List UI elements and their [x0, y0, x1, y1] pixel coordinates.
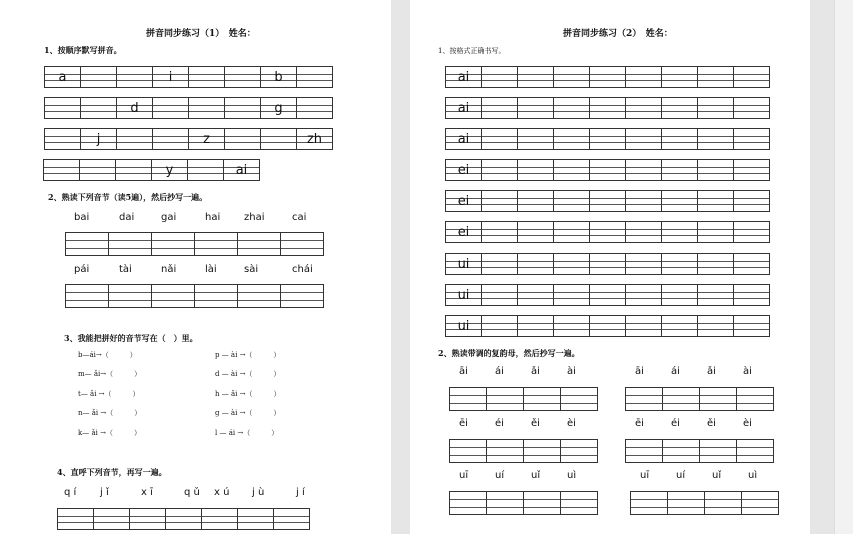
writing-cell — [152, 66, 189, 88]
writing-cell — [697, 66, 734, 88]
syllable: x ī — [141, 487, 153, 498]
writing-cell — [43, 159, 80, 181]
writing-cell — [661, 128, 698, 150]
syllable: nǎi — [161, 264, 177, 275]
writing-cell — [699, 439, 737, 463]
writing-cell — [733, 66, 770, 88]
pinyin-letter: g — [274, 101, 283, 116]
writing-cell — [481, 66, 518, 88]
writing-cell — [445, 97, 482, 119]
pinyin-letter: a — [58, 70, 67, 85]
writing-cell — [553, 66, 590, 88]
blend-exercise: b—ái→（ ） — [78, 351, 137, 359]
writing-cell — [733, 128, 770, 150]
tone-syllable: ǎi — [531, 366, 540, 377]
writing-cell — [661, 66, 698, 88]
writing-cell — [589, 221, 626, 243]
writing-cell — [661, 159, 698, 181]
writing-cell — [661, 284, 698, 306]
blend-exercise: g — ài →（ ） — [215, 409, 281, 417]
writing-cell — [553, 159, 590, 181]
writing-row — [625, 387, 773, 411]
syllable: j ǐ — [100, 487, 109, 498]
tone-syllable: ài — [743, 366, 752, 377]
writing-row — [445, 190, 769, 212]
writing-cell — [445, 221, 482, 243]
syllable: j ù — [252, 487, 265, 498]
writing-cell — [661, 253, 698, 275]
writing-cell — [449, 387, 487, 411]
writing-cell — [697, 315, 734, 337]
writing-cell — [129, 508, 166, 530]
writing-row — [445, 128, 769, 150]
writing-cell — [188, 128, 225, 150]
pinyin-letter: ei — [457, 163, 470, 178]
pinyin-letter: ui — [457, 319, 470, 334]
tone-syllable: uī — [459, 470, 469, 481]
writing-cell — [280, 232, 324, 256]
writing-cell — [517, 190, 554, 212]
blend-exercise: t— ǎi →（ ） — [78, 390, 140, 398]
writing-cell — [65, 232, 109, 256]
pinyin-letter: ei — [457, 225, 470, 240]
writing-cell — [152, 97, 189, 119]
tone-syllable: èi — [743, 418, 752, 429]
syllable: bai — [74, 212, 90, 223]
pinyin-letter: ui — [457, 288, 470, 303]
writing-row — [43, 159, 259, 181]
pinyin-letter: ai — [235, 163, 248, 178]
tone-syllable: éi — [671, 418, 680, 429]
writing-cell — [296, 66, 333, 88]
pinyin-letter: b — [274, 70, 283, 85]
tone-syllable: āi — [635, 366, 644, 377]
writing-cell — [661, 97, 698, 119]
writing-cell — [733, 190, 770, 212]
writing-cell — [553, 284, 590, 306]
writing-cell — [57, 508, 94, 530]
pinyin-letter: j — [96, 132, 101, 147]
writing-cell — [667, 491, 705, 515]
writing-row — [57, 508, 309, 530]
writing-cell — [80, 128, 117, 150]
writing-cell — [486, 491, 524, 515]
section-2-heading: 2、熟读下列音节（读5遍），然后抄写一遍。 — [48, 192, 208, 202]
section-3-heading: 3、我能把拼好的音节写在（ ）里。 — [64, 333, 198, 343]
writing-cell — [625, 387, 663, 411]
writing-cell — [194, 232, 238, 256]
writing-cell — [481, 128, 518, 150]
writing-cell — [589, 66, 626, 88]
pinyin-letter: ai — [457, 70, 470, 85]
pinyin-letter: z — [203, 132, 210, 147]
writing-cell — [630, 491, 668, 515]
writing-row — [44, 66, 332, 88]
writing-cell — [733, 284, 770, 306]
writing-cell — [44, 128, 81, 150]
writing-cell — [115, 159, 152, 181]
writing-cell — [517, 128, 554, 150]
writing-cell — [662, 439, 700, 463]
writing-cell — [296, 128, 333, 150]
writing-row — [445, 315, 769, 337]
syllable: lài — [205, 264, 217, 275]
page-title: 拼音同步练习（1） 姓名： — [146, 29, 256, 39]
syllable: tài — [119, 264, 132, 275]
writing-cell — [116, 66, 153, 88]
writing-cell — [553, 128, 590, 150]
writing-row — [65, 232, 323, 256]
writing-cell — [589, 315, 626, 337]
syllable: gai — [161, 212, 177, 223]
writing-row — [44, 128, 332, 150]
blend-exercise: h — ǎi →（ ） — [215, 390, 281, 398]
writing-cell — [625, 253, 662, 275]
writing-cell — [108, 232, 152, 256]
tone-syllable: uǐ — [712, 470, 722, 481]
writing-cell — [224, 97, 261, 119]
writing-cell — [188, 97, 225, 119]
writing-row — [449, 387, 597, 411]
tone-syllable: uǐ — [531, 470, 541, 481]
page-title: 拼音同步练习（2） 姓名： — [563, 29, 673, 39]
writing-cell — [486, 387, 524, 411]
tone-syllable: ēi — [459, 418, 468, 429]
blend-exercise: k— ǎi →（ ） — [78, 429, 141, 437]
syllable: j í — [296, 487, 305, 498]
section-2-heading: 2、熟读带调的复韵母，然后抄写一遍。 — [438, 348, 580, 358]
writing-row — [630, 491, 778, 515]
writing-cell — [481, 284, 518, 306]
tone-syllable: ēi — [635, 418, 644, 429]
tone-syllable: éi — [495, 418, 504, 429]
syllable: q í — [64, 487, 77, 498]
blend-exercise: m— ǎi→（ ） — [78, 370, 142, 378]
blend-exercise: n— ǎi →（ ） — [78, 409, 142, 417]
syllable: dai — [119, 212, 135, 223]
pinyin-letter: ai — [457, 101, 470, 116]
writing-row — [44, 97, 332, 119]
writing-cell — [733, 253, 770, 275]
writing-cell — [625, 66, 662, 88]
writing-cell — [445, 284, 482, 306]
writing-cell — [553, 221, 590, 243]
tone-syllable: èi — [567, 418, 576, 429]
writing-cell — [589, 159, 626, 181]
writing-cell — [589, 97, 626, 119]
syllable: q ǔ — [184, 487, 200, 498]
writing-cell — [445, 128, 482, 150]
writing-row — [449, 439, 597, 463]
writing-cell — [237, 232, 281, 256]
writing-cell — [625, 190, 662, 212]
writing-row — [445, 97, 769, 119]
writing-cell — [523, 491, 561, 515]
writing-cell — [260, 66, 297, 88]
blend-exercise: l — ái →（ ） — [215, 429, 279, 437]
writing-cell — [589, 284, 626, 306]
scrollbar[interactable] — [834, 0, 853, 534]
writing-cell — [553, 315, 590, 337]
writing-cell — [445, 159, 482, 181]
writing-cell — [517, 221, 554, 243]
pinyin-letter: zh — [306, 132, 323, 147]
writing-cell — [187, 159, 224, 181]
writing-cell — [697, 97, 734, 119]
writing-cell — [697, 159, 734, 181]
writing-cell — [481, 221, 518, 243]
writing-cell — [151, 284, 195, 308]
pinyin-letter: ai — [457, 132, 470, 147]
writing-cell — [445, 253, 482, 275]
writing-cell — [445, 315, 482, 337]
writing-cell — [151, 232, 195, 256]
tone-syllable: uí — [676, 470, 686, 481]
writing-row — [445, 159, 769, 181]
tone-syllable: ěi — [707, 418, 716, 429]
writing-cell — [65, 284, 109, 308]
writing-cell — [589, 253, 626, 275]
writing-cell — [116, 97, 153, 119]
writing-cell — [661, 221, 698, 243]
writing-cell — [661, 315, 698, 337]
writing-cell — [625, 439, 663, 463]
writing-cell — [553, 97, 590, 119]
writing-cell — [697, 284, 734, 306]
blend-exercise: p — ài →（ ） — [215, 351, 281, 359]
writing-cell — [237, 508, 274, 530]
writing-cell — [517, 159, 554, 181]
writing-cell — [273, 508, 310, 530]
writing-cell — [44, 66, 81, 88]
syllable: pái — [74, 264, 90, 275]
writing-cell — [517, 66, 554, 88]
writing-cell — [560, 439, 598, 463]
writing-cell — [661, 190, 698, 212]
tone-syllable: ái — [671, 366, 680, 377]
writing-cell — [517, 253, 554, 275]
writing-cell — [733, 221, 770, 243]
syllable: zhai — [244, 212, 265, 223]
writing-cell — [223, 159, 260, 181]
writing-row — [445, 253, 769, 275]
tone-syllable: ěi — [531, 418, 540, 429]
writing-cell — [445, 190, 482, 212]
writing-cell — [517, 97, 554, 119]
writing-cell — [224, 128, 261, 150]
writing-cell — [44, 97, 81, 119]
writing-cell — [481, 97, 518, 119]
writing-cell — [237, 284, 281, 308]
writing-row — [65, 284, 323, 308]
writing-cell — [481, 190, 518, 212]
section-4-heading: 4、直呼下列音节，再写一遍。 — [57, 467, 167, 477]
tone-syllable: ǎi — [707, 366, 716, 377]
syllable: sài — [244, 264, 259, 275]
writing-cell — [523, 387, 561, 411]
writing-cell — [704, 491, 742, 515]
writing-cell — [741, 491, 779, 515]
writing-cell — [553, 253, 590, 275]
writing-cell — [80, 66, 117, 88]
pinyin-letter: i — [168, 70, 173, 85]
writing-cell — [449, 439, 487, 463]
worksheet-page-2 — [410, 0, 810, 534]
writing-cell — [188, 66, 225, 88]
writing-cell — [625, 128, 662, 150]
tone-syllable: uī — [640, 470, 650, 481]
writing-cell — [481, 315, 518, 337]
writing-cell — [625, 284, 662, 306]
writing-cell — [697, 253, 734, 275]
writing-cell — [445, 66, 482, 88]
tone-syllable: ài — [567, 366, 576, 377]
writing-cell — [625, 315, 662, 337]
writing-cell — [517, 284, 554, 306]
writing-cell — [80, 97, 117, 119]
writing-cell — [733, 315, 770, 337]
blend-exercise: d — ài →（ ） — [215, 370, 281, 378]
syllable: x ú — [214, 487, 230, 498]
writing-cell — [486, 439, 524, 463]
writing-row — [625, 439, 773, 463]
writing-cell — [697, 221, 734, 243]
writing-cell — [733, 97, 770, 119]
writing-cell — [201, 508, 238, 530]
writing-cell — [560, 387, 598, 411]
section-1-heading: 1、按格式正确书写。 — [438, 47, 506, 55]
writing-row — [445, 284, 769, 306]
writing-cell — [736, 387, 774, 411]
writing-cell — [625, 159, 662, 181]
writing-cell — [589, 128, 626, 150]
writing-cell — [280, 284, 324, 308]
writing-row — [449, 491, 597, 515]
section-1-heading: 1、按顺序默写拼音。 — [44, 45, 122, 55]
tone-syllable: uì — [748, 470, 758, 481]
writing-row — [445, 66, 769, 88]
writing-cell — [699, 387, 737, 411]
writing-cell — [625, 221, 662, 243]
writing-row — [445, 221, 769, 243]
writing-cell — [697, 190, 734, 212]
writing-cell — [662, 387, 700, 411]
writing-cell — [260, 97, 297, 119]
pinyin-letter: y — [165, 163, 174, 178]
writing-cell — [560, 491, 598, 515]
tone-syllable: āi — [459, 366, 468, 377]
writing-cell — [697, 128, 734, 150]
syllable: cai — [292, 212, 307, 223]
writing-cell — [296, 97, 333, 119]
tone-syllable: ái — [495, 366, 504, 377]
writing-cell — [553, 190, 590, 212]
writing-cell — [449, 491, 487, 515]
syllable: hai — [205, 212, 221, 223]
writing-cell — [116, 128, 153, 150]
tone-syllable: uì — [567, 470, 577, 481]
writing-cell — [481, 253, 518, 275]
writing-cell — [260, 128, 297, 150]
writing-cell — [194, 284, 238, 308]
writing-cell — [625, 97, 662, 119]
tone-syllable: uí — [495, 470, 505, 481]
writing-cell — [736, 439, 774, 463]
writing-cell — [589, 190, 626, 212]
writing-cell — [481, 159, 518, 181]
writing-cell — [93, 508, 130, 530]
writing-cell — [108, 284, 152, 308]
pinyin-letter: ei — [457, 194, 470, 209]
pinyin-letter: ui — [457, 257, 470, 272]
writing-cell — [733, 159, 770, 181]
writing-cell — [165, 508, 202, 530]
pinyin-letter: d — [130, 101, 139, 116]
writing-cell — [151, 159, 188, 181]
writing-cell — [517, 315, 554, 337]
writing-cell — [152, 128, 189, 150]
worksheet-page-1 — [0, 0, 391, 534]
writing-cell — [523, 439, 561, 463]
syllable: chái — [292, 264, 313, 275]
writing-cell — [224, 66, 261, 88]
writing-cell — [79, 159, 116, 181]
